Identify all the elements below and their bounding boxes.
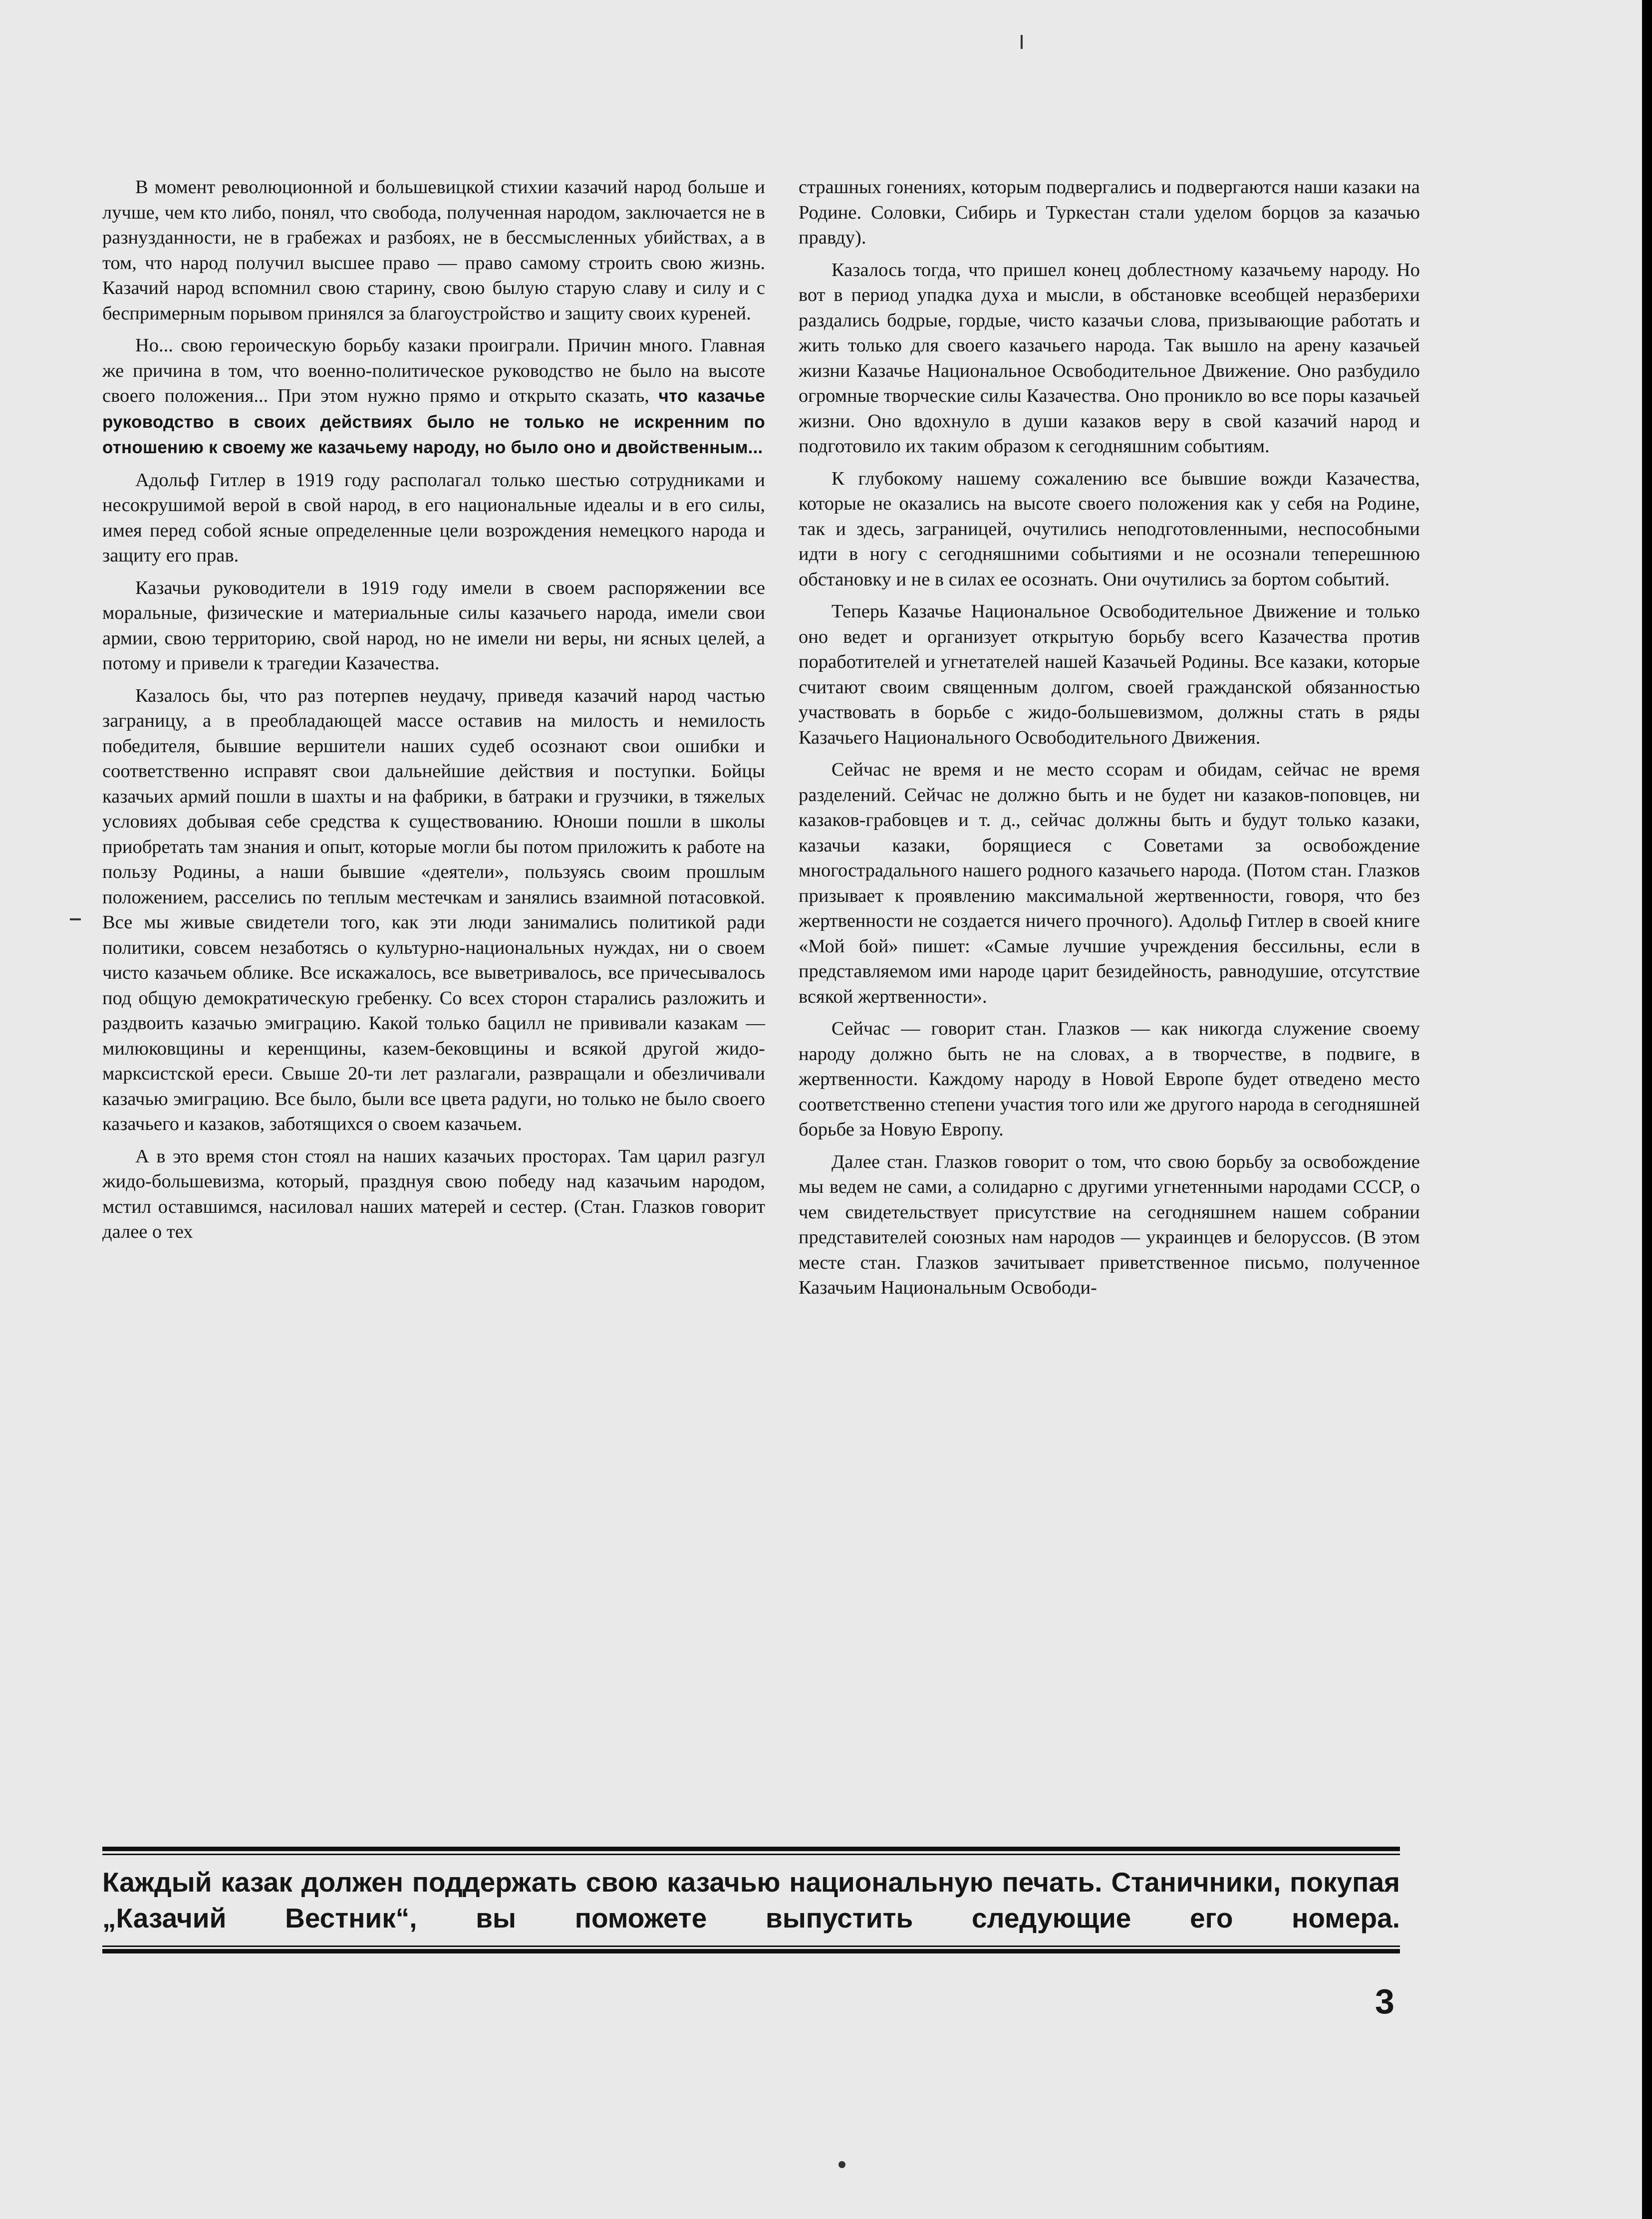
emphasized-text: что казачье руководство в своих действиях было не только не искренним по отношению к своему же казачьему народу, но было оно и двойственным... — [102, 386, 766, 457]
banner-top-rule — [102, 1847, 1400, 1851]
paragraph: В момент революционной и большевицкой стихии казачий народ больше и лучше, чем кто либо, понял, что свобода, полученная народом, заключается не в разнузданности, не в грабежах и разбоях, не в бессмысленных убийствах, а в том, что народ получил высшее право — право самому строить свою жизнь. Казачий народ вспомнил свою старину, свою былую старую славу и силу и с беспримерным порывом принялся за благоустройство и защиту своих куреней. — [102, 177, 765, 324]
banner-text: Каждый казак должен поддержать свою казачью национальную печать. Станичники, покупая „Казачий Вестник“, вы поможете выпустить следующие его номера. — [102, 1867, 1400, 1934]
scan-speck — [1021, 35, 1023, 49]
banner-bottom-rule-thin — [102, 1945, 1400, 1947]
paragraph: А в это время стон стоял на наших казачьих просторах. Там царил разгул жидо-большевизма, который, празднуя свою победу над казачьим народом, мстил оставшимся, насиловал наших матерей и сестер. (Стан. Глазков говорит далее о тех — [102, 1145, 765, 1242]
banner-bottom-rule — [102, 1949, 1400, 1953]
article-right-column — [799, 175, 1420, 1308]
paragraph: Сейчас — говорит стан. Глазков — как никогда служение своему народу должно быть не на словах, а в творчестве, в подвиге, в жертвенности. Каждому народу в Новой Европе будет отведено место соответственно степени участия того или же другого народа в сегодняшней борьбе за Новую Европу. — [799, 1018, 1420, 1140]
paragraph-text: Но... свою героическую борьбу казаки проиграли. Причин много. Главная же причина в том, что военно-политическое руководство не было на высоте своего положения... При этом нужно прямо и открыто сказать, — [102, 335, 765, 406]
paragraph — [102, 333, 765, 461]
article-left-column — [102, 175, 765, 1252]
margin-mark — [70, 918, 81, 920]
paragraph: Сейчас не время и не место ссорам и обидам, сейчас не время разделений. Сейчас не должно быть и не будет ни казаков-поповцев, ни казаков-грабовцев и т. д., сейчас должны быть и будут только казаки, казачьи казаки, борящиеся с Советами за освобождение многострадального нашего родного казачьего народа. (Потом стан. Глазков призывает к проявлению максимальной жертвенности, говоря, что без жертвенности не создается ничего прочного). Адольф Гитлер в своей книге «Мой бой» пишет: «Самые лучшие учреждения бессильны, если в представляемом ими народе царит безидейность, равнодушие, отсутствие всякой жертвенности». — [799, 759, 1420, 1007]
paragraph: Адольф Гитлер в 1919 году располагал только шестью сотрудниками и несокрушимой верой в свой народ, в его национальные идеалы и в его силы, имея перед собой ясные определенные цели возрождения немецкого народа и защиту его прав. — [102, 469, 765, 566]
support-banner — [102, 1847, 1400, 1953]
paragraph: К глубокому нашему сожалению все бывшие вожди Казачества, которые не оказались на высоте своего положения как у себя на Родине, так и здесь, заграницей, очутились неподготовленными, неспособными идти в ногу с сегодняшними событиями и не осознали теперешнюю обстановку и не в силах ее осознать. Они очутились за бортом событий. — [799, 468, 1420, 590]
scan-page-edge — [1642, 0, 1652, 2219]
paragraph: страшных гонениях, которым подвергались и подвергаются наши казаки на Родине. Соловки, Сибирь и Туркестан стали уделом борцов за казачью правду). — [799, 177, 1420, 248]
paragraph: Далее стан. Глазков говорит о том, что свою борьбу за освобождение мы ведем не сами, а солидарно с другими угнетенными народами СССР, о чем свидетельствует присутствие на сегодняшнем нашем собрании представителей союзных нам народов — украинцев и белоруссов. (В этом месте стан. Глазков зачитывает приветственное письмо, полученное Казачьим Национальным Освободи- — [799, 1151, 1420, 1298]
paragraph: Казалось бы, что раз потерпев неудачу, приведя казачий народ частью заграницу, а в преобладающей массе оставив на милость и немилость победителя, бывшие вершители наших судеб осознают свои ошибки и соответственно исправят свои дальнейшие действия и поступки. Бойцы казачьих армий пошли в шахты и на фабрики, в батраки и грузчики, в тяжелых условиях добывая себе средства к существованию. Юноши пошли в школы приобретать там знания и опыт, которые могли бы потом приложить к работе на пользу Родины, а наши бывшие «деятели», пользуясь своим прошлым положением, расселись по теплым местечкам и занялись взаимной потасовкой. Все мы живые свидетели того, как эти люди занимались политикой ради политики, совсем незаботясь о культурно-национальных нуждах, ни о своем чисто казачьем облике. Все искажалось, все выветривалось, все причесывалось под общую демократическую гребенку. Со всех сторон старались разложить и раздвоить казачью эмиграцию. Какой только бацилл не прививали казакам — милюковщины и керенщины, казем-бековщины и всякой другой жидо-марксистской ереси. Свыше 20-ти лет разлагали, развращали и обезличивали казачью эмиграцию. Все было, были все цвета радуги, но только не было своего казачьего и казаков, заботящихся о своем казачьем. — [102, 685, 765, 1134]
page-number: 3 — [1375, 1982, 1394, 2021]
paragraph: Казалось тогда, что пришел конец доблестному казачьему народу. Но вот в период упадка духа и мысли, в обстановке всеобщей неразберихи раздались бодрые, гордые, чисто казачьи слова, призывающие работать и жить только для своего казачьего народа. Так вышло на арену казачьей жизни Казачье Национальное Освободительное Движение. Оно разбудило огромные творческие силы Казачества. Оно проникло во все поры казачьей жизни. Оно вдохнуло в души казаков веру в свой казачий народ и подготовило их таким образом к сегодняшним событиям. — [799, 259, 1420, 457]
paragraph: Теперь Казачье Национальное Освободительное Движение и только оно ведет и организует открытую борьбу всего Казачества против поработителей и угнетателей нашей Казачьей Родины. Все казаки, которые считают своим священным долгом, своей гражданской обязанностью участвовать в борьбе с жидо-большевизмом, должны стать в ряды Казачьего Национального Освободительного Движения. — [799, 601, 1420, 748]
paragraph: Казачьи руководители в 1919 году имели в своем распоряжении все моральные, физические и материальные силы казачьего народа, имели свои армии, свою территорию, свой народ, но не имели ни веры, ни ясных целей, а потому и привели к трагедии Казачества. — [102, 577, 765, 674]
scan-dot — [838, 2161, 845, 2168]
